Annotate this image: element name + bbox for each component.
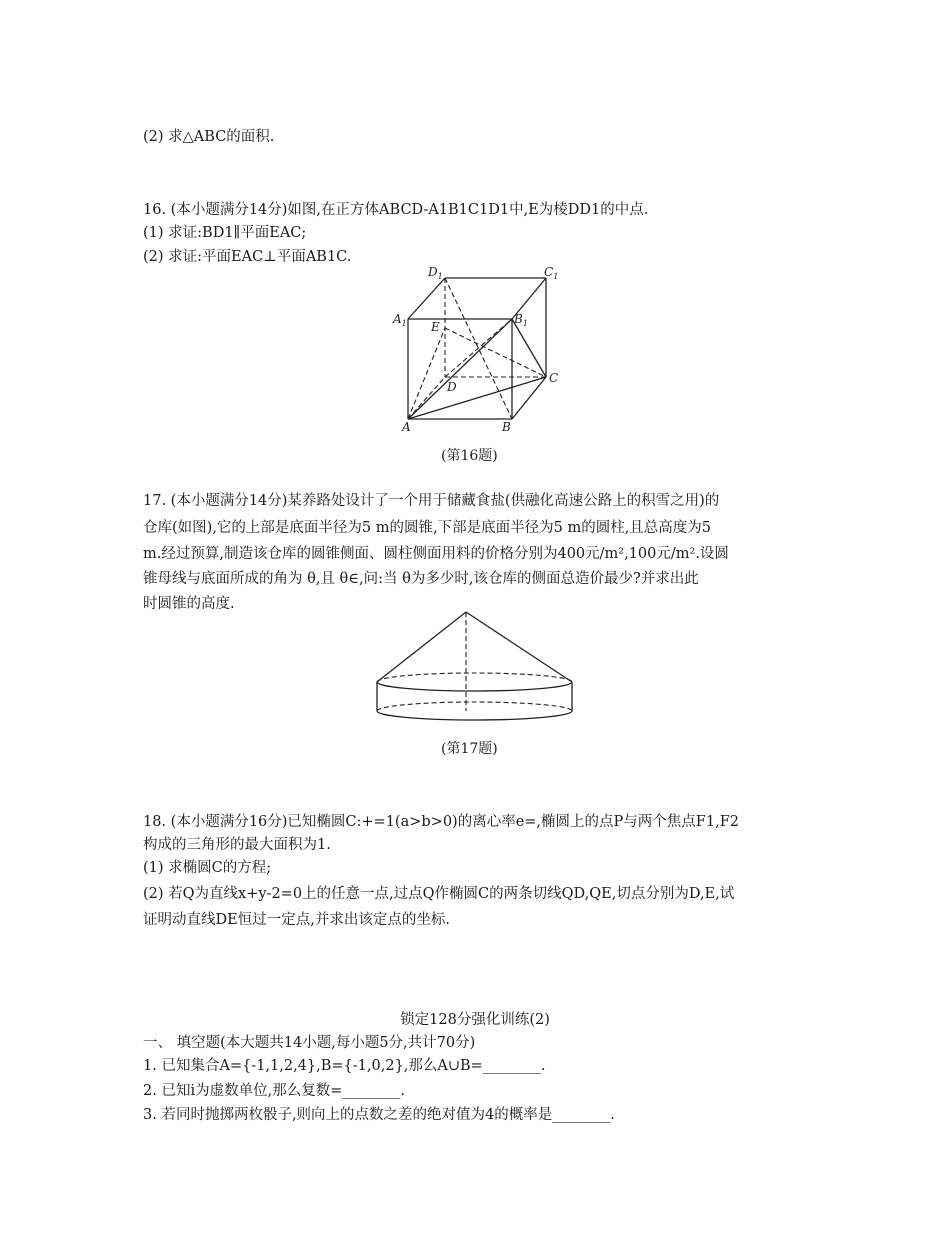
q17-caption: (第17题) [441, 741, 498, 757]
fill-q3: 3. 若同时抛掷两枚骰子,则向上的点数之差的绝对值为4的概率是________. [143, 1107, 615, 1123]
q16-caption: (第16题) [441, 448, 498, 464]
q17-line3: m.经过预算,制造该仓库的圆锥侧面、圆柱侧面用料的价格分别为400元/m²,100元/m².设圆 [143, 546, 729, 562]
label-C1: $C_1$ [544, 265, 559, 281]
label-C: C [549, 371, 559, 385]
q18-line1: 18. (本小题满分16分)已知椭圆C:+=1(a>b>0)的离心率e=,椭圆上的点P与两个焦点F1,F2 [143, 814, 739, 830]
q17-line1: 17. (本小题满分14分)某养路处设计了一个用于储藏食盐(供融化高速公路上的积雪之用)的 [143, 493, 720, 509]
q16-part1: (1) 求证:BD1∥平面EAC; [143, 225, 307, 241]
label-D: D [447, 380, 457, 394]
q16-part2: (2) 求证:平面EAC⊥平面AB1C. [143, 249, 352, 265]
fill-q2: 2. 已知i为虚数单位,那么复数=________. [143, 1083, 405, 1099]
label-A1: $A_1$ [393, 312, 407, 328]
section-heading: 一、 填空题(本大题共14小题,每小题5分,共计70分) [143, 1035, 476, 1051]
q15-part2: (2) 求△ABC的面积. [143, 129, 275, 145]
label-B1: $B_1$ [514, 312, 528, 328]
cone-cylinder-figure [370, 605, 580, 730]
q17-line2: 仓库(如图),它的上部是底面半径为5 m的圆锥,下部是底面半径为5 m的圆柱,且总高度为5 [143, 520, 712, 536]
label-B: B [502, 420, 511, 434]
label-A: A [402, 420, 411, 434]
q17-line4: 锥母线与底面所成的角为 θ,且 θ∈,问:当 θ为多少时,该仓库的侧面总造价最少?并求出此 [143, 571, 699, 587]
q17-line5: 时圆锥的高度. [143, 596, 235, 612]
q18-part2-line2: 证明动直线DE恒过一定点,并求出该定点的坐标. [143, 912, 450, 928]
label-E: E [431, 320, 440, 334]
q16-stem: 16. (本小题满分14分)如图,在正方体ABCD-A1B1C1D1中,E为棱DD1的中点. [143, 202, 649, 218]
cube-figure [390, 262, 570, 434]
fill-q1: 1. 已知集合A={-1,1,2,4},B={-1,0,2},那么A∪B=________. [143, 1058, 546, 1074]
q18-part2-line1: (2) 若Q为直线x+y-2=0上的任意一点,过点Q作椭圆C的两条切线QD,QE,切点分别为D,E,试 [143, 886, 735, 902]
q18-part1: (1) 求椭圆C的方程; [143, 860, 272, 876]
label-D1: $D_1$ [428, 265, 443, 281]
section-title: 锁定128分强化训练(2) [400, 1012, 550, 1028]
q18-line2: 构成的三角形的最大面积为1. [143, 837, 331, 853]
